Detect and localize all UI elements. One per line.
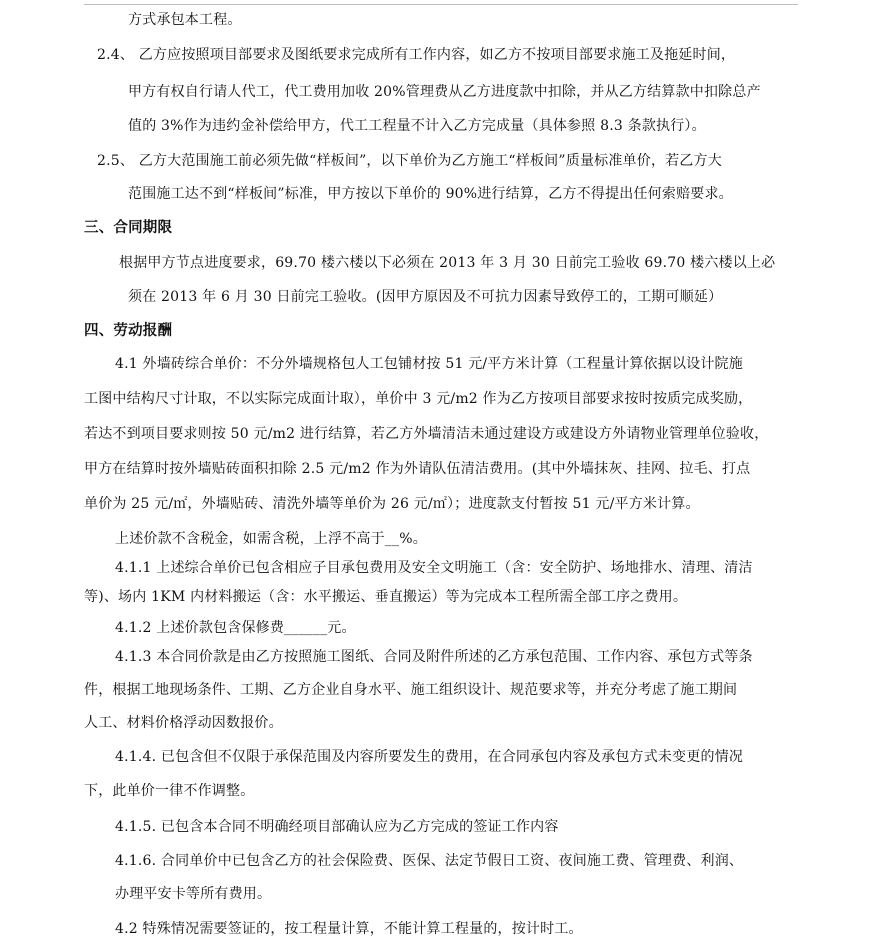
paragraph-line: 值的 3%作为违约金补偿给甲方，代工工程量不计入乙方完成量（具体参照 8.3 条款执行）。 [128, 118, 706, 134]
paragraph-line: 办理平安卡等所有费用。 [115, 886, 272, 902]
paragraph-line: 甲方有权自行请人代工，代工费用加收 20%管理费从乙方进度款中扣除，并从乙方结算款中扣除总产 [128, 84, 761, 100]
paragraph-line: 根据甲方节点进度要求，69.70 楼六楼以下必须在 2013 年 3 月 30 日前完工验收 69.70 楼六楼以上必 [119, 255, 776, 271]
section-heading-remuneration: 四、劳动报酬 [84, 322, 173, 339]
clause-2-5-line: 2.5、 乙方大范围施工前必须先做“样板间”，以下单价为乙方施工“样板间”质量标准单价，若乙方大 [97, 153, 722, 169]
clause-4-1-2-line: 4.1.2 上述价款包含保修费______元。 [115, 620, 356, 636]
paragraph-line: 工图中结构尺寸计取，不以实际完成面计取），单价中 3 元/m2 作为乙方按项目部要求按时按质完成奖励， [84, 391, 753, 407]
paragraph-line: 下，此单价一律不作调整。 [84, 783, 255, 799]
paragraph-line: 人工、材料价格浮动因数报价。 [84, 715, 283, 731]
paragraph-line: 须在 2013 年 6 月 30 日前完工验收。(因甲方原因及不可抗力因素导致停工的，工期可顺延） [128, 289, 723, 305]
clause-4-1-1-line: 4.1.1 上述综合单价已包含相应子目承包费用及安全文明施工（含：安全防护、场地排水、清理、清洁 [115, 560, 753, 576]
clause-4-1-3-line: 4.1.3 本合同价款是由乙方按照施工图纸、合同及附件所述的乙方承包范围、工作内容、承包方式等条 [115, 649, 753, 665]
paragraph-line: 范围施工达不到“样板间”标准，甲方按以下单价的 90%进行结算，乙方不得提出任何索赔要求。 [128, 186, 733, 202]
paragraph-line: 若达不到项目要求则按 50 元/m2 进行结算，若乙方外墙清洁未通过建设方或建设方外请物业管理单位验收， [84, 426, 769, 442]
clause-2-4-line: 2.4、 乙方应按照项目部要求及图纸要求完成所有工作内容，如乙方不按项目部要求施工及拖延时间， [97, 47, 736, 63]
clause-4-1-4-line: 4.1.4. 已包含但不仅限于承保范围及内容所要发生的费用，在合同承包内容及承包方式未变更的情况 [115, 749, 744, 765]
paragraph-line: 单价为 25 元/㎡，外墙贴砖、清洗外墙等单价为 26 元/㎡）；进度款支付暂按 51 元/平方米计算。 [84, 496, 700, 512]
clause-4-1-5-line: 4.1.5. 已包含本合同不明确经项目部确认应为乙方完成的签证工作内容 [115, 819, 559, 835]
paragraph-line: 等)、场内 1KM 内材料搬运（含：水平搬运、垂直搬运）等为完成本工程所需全部工序之费用。 [84, 589, 688, 605]
clause-4-2-line: 4.2 特殊情况需要签证的，按工程量计算，不能计算工程量的，按计时工。 [115, 921, 583, 937]
header-rule [84, 4, 798, 5]
paragraph-line: 件，根据工地现场条件、工期、乙方企业自身水平、施工组织设计、规范要求等，并充分考虑了施工期间 [84, 682, 738, 698]
paragraph-line: 甲方在结算时按外墙贴砖面积扣除 2.5 元/m2 作为外请队伍清洁费用。(其中外墙抹灰、挂网、拉毛、打点 [84, 461, 751, 477]
clause-4-1-6-line: 4.1.6. 合同单价中已包含乙方的社会保险费、医保、法定节假日工资、夜间施工费、管理费、利润、 [115, 853, 744, 869]
section-heading-contract-term: 三、合同期限 [84, 219, 173, 236]
paragraph-line: 上述价款不含税金，如需含税，上浮不高于__%。 [115, 531, 427, 547]
clause-4-1-line: 4.1 外墙砖综合单价：不分外墙规格包人工包铺材按 51 元/平方米计算（工程量计算依据以设计院施 [115, 356, 743, 372]
paragraph-line: 方式承包本工程。 [128, 12, 242, 28]
